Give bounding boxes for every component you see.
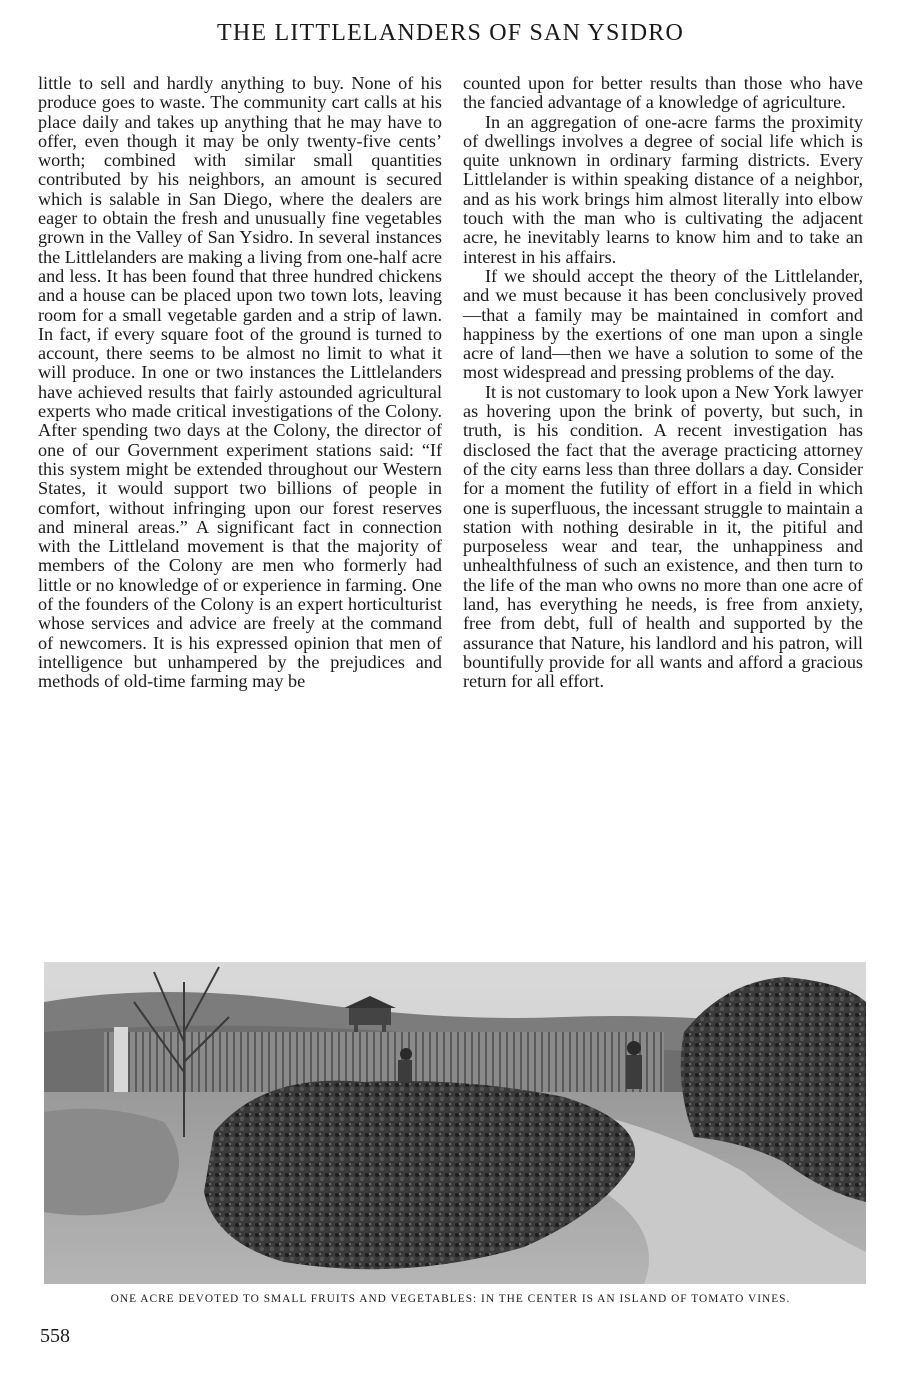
right-paragraph-4: It is not customary to look upon a New York lawyer as hovering upon the brink of poverty, but such, in truth, is his condition. A recent investigation has disclosed the fact that the average practicing attorney of the city earns less than three dollars a day. Consider for a moment the futility of effort in a field in which one is superfluous, the incessant struggle to maintain a station with nothing desirable in it, the pitiful and purposeless wear and tear, the unhappiness and unhealthfulness of such an existence, and then turn to the life of the man who owns no more than one acre of land, has everything he needs, is free from anxiety, free from debt, full of health and supported by the assurance that Nature, his landlord and his patron, will bountifully provide for all wants and afford a gracious return for all effort. xyxy=(463,381,863,692)
left-paragraph-1: little to sell and hardly anything to buy. None of his produce goes to waste. The community cart calls at his place daily and takes up anything that he may have to offer, even though it may be only twenty-five cents’ worth; combined with similar small quantities contributed by his neighbors, an amount is secured which is salable in San Diego, where the dealers are eager to obtain the fresh and unusually fine vegetables grown in the Valley of San Ysidro. In several instances the Littlelanders are making a living from one-half acre and less. It has been found that three hundred chickens and a house can be placed upon two town lots, leaving room for a small vegetable garden and a strip of lawn. In fact, if every square foot of the ground is turned to account, there seems to be almost no limit to what it will produce. In one or two instances the Littlelanders have achieved results that fairly astounded agricultural experts who made critical investigations of the Colony. After spending two days at the Colony, the director of one of our Government experiment stations said: “If this system might be extended throughout our Western States, it would support two billions of people in comfort, without infringing upon our forest reserves and mineral areas.” A significant fact in connection with the Littleland movement is that the majority of members of the Colony are men who formerly had little or no knowledge of or experience in farming. One of the founders of the Colony is an expert horticulturist whose services and advice are freely at the command of newcomers. It is his expressed opinion that men of intelligence but unhampered by the prejudices and methods of old-time farming may be xyxy=(38,73,442,692)
fence-post xyxy=(114,1027,128,1099)
kneeling-figure xyxy=(398,1048,412,1082)
right-paragraph-1: counted upon for better results than those who have the fancied advantage of a knowledge of agriculture. xyxy=(463,73,863,113)
right-paragraph-2: In an aggregation of one-acre farms the proximity of dwellings involves a degree of social life which is quite unknown in ordinary farming districts. Every Littlelander is within speaking distance of a neighbor, and as his work brings him almost literally into elbow touch with the man who is cultivating the adjacent acre, he inevitably learns to know him and to take an interest in his affairs. xyxy=(463,111,863,267)
left-column xyxy=(38,74,442,692)
running-head: THE LITTLELANDERS OF SAN YSIDRO xyxy=(217,20,684,46)
standing-figure xyxy=(626,1041,642,1089)
right-column xyxy=(463,74,863,692)
photo-caption: ONE ACRE DEVOTED TO SMALL FRUITS AND VEGETABLES: IN THE CENTER IS AN ISLAND OF TOMATO VINES. xyxy=(110,1293,791,1305)
garden-photograph xyxy=(44,962,866,1284)
page-number: 558 xyxy=(40,1325,70,1347)
right-paragraph-3: If we should accept the theory of the Littlelander, and we must because it has been conclusively proved—that a family may be maintained in comfort and happiness by the exertions of one man upon a single acre of land—then we have a solution to some of the most widespread and pressing problems of the day. xyxy=(463,265,863,383)
